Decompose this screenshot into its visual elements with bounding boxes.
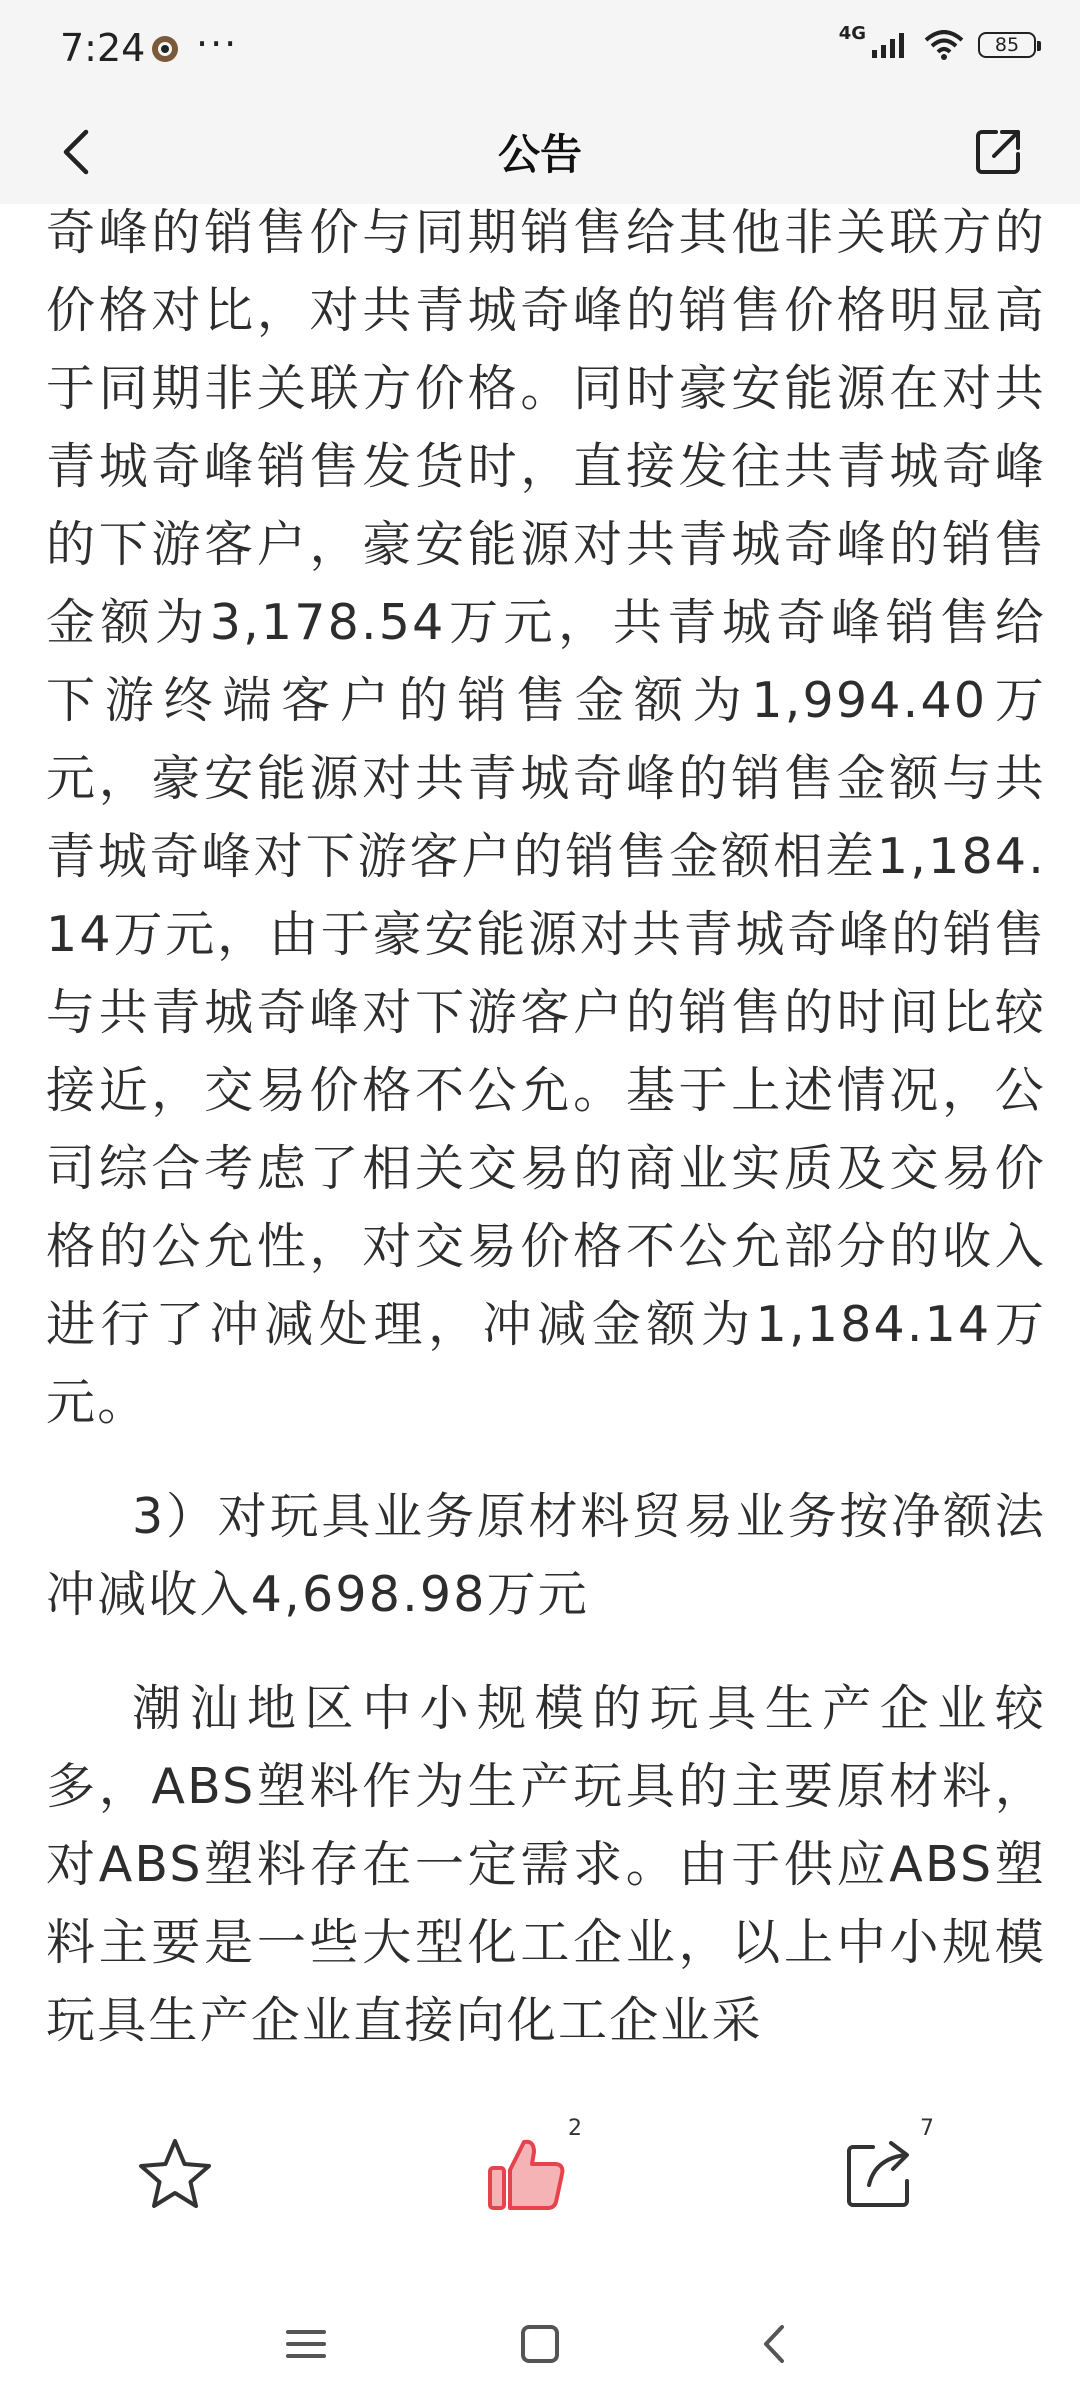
- more-notifications-indicator: ···: [196, 22, 239, 66]
- like-button[interactable]: [482, 2116, 582, 2220]
- action-bar: [0, 2070, 1080, 2270]
- battery-icon: [978, 32, 1036, 58]
- status-bar: [0, 0, 1080, 100]
- menu-icon[interactable]: [278, 2319, 334, 2369]
- forward-icon: [839, 2135, 919, 2215]
- announcement-content: [46, 194, 1046, 2060]
- article-paragraph: 3）对玩具业务原材料贸易业务按净额法冲减收入4,698.98万元: [46, 1488, 1046, 1623]
- nav-header: [0, 100, 1080, 204]
- page-title: 公告: [497, 130, 582, 179]
- share-icon[interactable]: [972, 124, 1026, 178]
- favorite-button[interactable]: [130, 2130, 220, 2220]
- system-back-icon[interactable]: [748, 2319, 804, 2369]
- article-paragraph: 奇峰的销售价与同期销售给其他非关联方的价格对比，对共青城奇峰的销售价格明显高于同期非关联方价格。同时豪安能源在对共青城奇峰销售发货时，直接发往共青城奇峰的下游客户，豪安能源对共青城奇峰的销售金额为3,178.54万元，共青城奇峰销售给下游终端客户的销售金额为1,994.40万元，豪安能源对共青城奇峰的销售金额与共青城奇峰对下游客户的销售金额相差1,184.14万元，由于豪安能源对共青城奇峰的销售与共青城奇峰对下游客户的销售的时间比较接近，交易价格不公允。基于上述情况，公司综合考虑了相关交易的商业实质及交易价格的公允性，对交易价格不公允部分的收入进行了冲减处理，冲减金额为1,184.14万元。: [46, 204, 1046, 1431]
- star-icon: [135, 2135, 215, 2215]
- thumb-up-icon: [486, 2134, 568, 2216]
- forward-button[interactable]: [834, 2116, 934, 2220]
- system-nav-bar: [0, 2285, 1080, 2400]
- home-icon[interactable]: [512, 2319, 568, 2369]
- forward-count: 7: [920, 2116, 934, 2141]
- wifi-icon: [924, 30, 964, 60]
- record-icon: [150, 34, 180, 64]
- signal-icon: [870, 30, 910, 60]
- status-time: 7:24: [60, 26, 146, 70]
- network-type-label: 4G: [838, 22, 866, 44]
- article-paragraph: 潮汕地区中小规模的玩具生产企业较多，ABS塑料作为生产玩具的主要原材料，对ABS塑料存在一定需求。由于供应ABS塑料主要是一些大型化工企业，以上中小规模玩具生产企业直接向化工企业采: [46, 1680, 1046, 2049]
- like-count: 2: [568, 2116, 582, 2141]
- status-icons: [838, 22, 1036, 60]
- battery-level: 85: [994, 34, 1020, 56]
